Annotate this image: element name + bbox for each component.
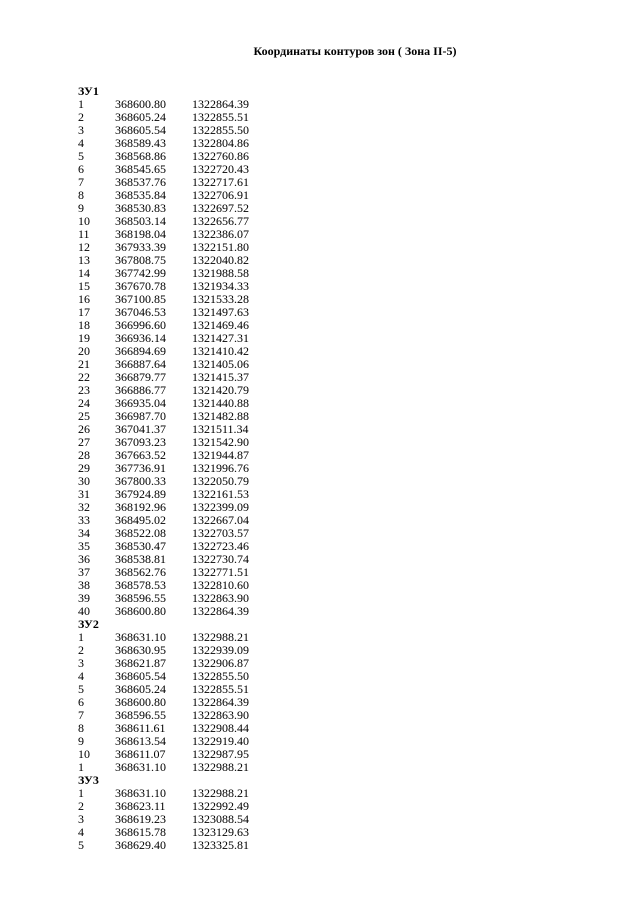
x-coordinate: 368605.54 (115, 669, 166, 683)
y-coordinate: 1321482.88 (192, 409, 249, 423)
point-number: 35 (78, 539, 90, 553)
y-coordinate: 1322988.21 (192, 760, 249, 774)
coordinates-list (78, 84, 249, 852)
x-coordinate: 366886.77 (115, 383, 166, 397)
point-number: 9 (78, 734, 84, 748)
y-coordinate: 1322703.57 (192, 526, 249, 540)
x-coordinate: 368605.24 (115, 110, 166, 124)
x-coordinate: 368611.61 (115, 721, 166, 735)
point-number: 3 (78, 123, 84, 137)
x-coordinate: 368600.80 (115, 97, 166, 111)
x-coordinate: 368619.23 (115, 812, 166, 826)
x-coordinate: 366894.69 (115, 344, 166, 358)
y-coordinate: 1322040.82 (192, 253, 249, 267)
y-coordinate: 1321440.88 (192, 396, 249, 410)
x-coordinate: 367093.23 (115, 435, 166, 449)
x-coordinate: 368495.02 (115, 513, 166, 527)
y-coordinate: 1322906.87 (192, 656, 249, 670)
zone-section (78, 773, 249, 852)
point-number: 3 (78, 656, 84, 670)
point-number: 10 (78, 747, 90, 761)
y-coordinate: 1322919.40 (192, 734, 249, 748)
y-coordinate: 1321427.31 (192, 331, 249, 345)
point-number: 29 (78, 461, 90, 475)
point-number: 26 (78, 422, 90, 436)
x-coordinate: 366996.60 (115, 318, 166, 332)
document-title: Координаты контуров зон ( Зона II-5) (253, 44, 457, 58)
zone-section (78, 617, 249, 774)
y-coordinate: 1322760.86 (192, 149, 249, 163)
x-coordinate: 368629.40 (115, 838, 166, 852)
y-coordinate: 1321469.46 (192, 318, 249, 332)
x-coordinate: 366887.64 (115, 357, 166, 371)
y-coordinate: 1322706.91 (192, 188, 249, 202)
point-number: 11 (78, 227, 90, 241)
point-number: 27 (78, 435, 90, 449)
x-coordinate: 367736.91 (115, 461, 166, 475)
point-number: 19 (78, 331, 90, 345)
y-coordinate: 1322161.53 (192, 487, 249, 501)
point-number: 1 (78, 630, 84, 644)
y-coordinate: 1323325.81 (192, 838, 249, 852)
y-coordinate: 1322855.51 (192, 110, 249, 124)
x-coordinate: 368630.95 (115, 643, 166, 657)
point-number: 2 (78, 110, 84, 124)
point-number: 3 (78, 812, 84, 826)
x-coordinate: 366987.70 (115, 409, 166, 423)
point-number: 12 (78, 240, 90, 254)
point-number: 1 (78, 786, 84, 800)
point-number: 2 (78, 799, 84, 813)
x-coordinate: 368631.10 (115, 786, 166, 800)
y-coordinate: 1323129.63 (192, 825, 249, 839)
y-coordinate: 1322864.39 (192, 604, 249, 618)
x-coordinate: 368631.10 (115, 630, 166, 644)
y-coordinate: 1321405.06 (192, 357, 249, 371)
point-number: 40 (78, 604, 90, 618)
point-number: 15 (78, 279, 90, 293)
x-coordinate: 368535.84 (115, 188, 166, 202)
x-coordinate: 368596.55 (115, 591, 166, 605)
point-number: 4 (78, 669, 84, 683)
point-number: 22 (78, 370, 90, 384)
y-coordinate: 1322804.86 (192, 136, 249, 150)
point-number: 8 (78, 721, 84, 735)
y-coordinate: 1322386.07 (192, 227, 249, 241)
point-number: 8 (78, 188, 84, 202)
y-coordinate: 1321415.37 (192, 370, 249, 384)
x-coordinate: 368568.86 (115, 149, 166, 163)
x-coordinate: 368578.53 (115, 578, 166, 592)
x-coordinate: 368530.47 (115, 539, 166, 553)
x-coordinate: 368537.76 (115, 175, 166, 189)
y-coordinate: 1323088.54 (192, 812, 249, 826)
point-number: 36 (78, 552, 90, 566)
zone-header: ЗУ2 (78, 617, 99, 631)
coordinate-row (78, 760, 249, 774)
point-number: 2 (78, 643, 84, 657)
x-coordinate: 368530.83 (115, 201, 166, 215)
x-coordinate: 368198.04 (115, 227, 166, 241)
x-coordinate: 368596.55 (115, 708, 166, 722)
y-coordinate: 1322050.79 (192, 474, 249, 488)
x-coordinate: 368589.43 (115, 136, 166, 150)
y-coordinate: 1322863.90 (192, 708, 249, 722)
y-coordinate: 1321944.87 (192, 448, 249, 462)
point-number: 6 (78, 162, 84, 176)
y-coordinate: 1322987.95 (192, 747, 249, 761)
point-number: 5 (78, 149, 84, 163)
point-number: 9 (78, 201, 84, 215)
y-coordinate: 1322810.60 (192, 578, 249, 592)
y-coordinate: 1322855.50 (192, 123, 249, 137)
point-number: 14 (78, 266, 90, 280)
point-number: 13 (78, 253, 90, 267)
x-coordinate: 368503.14 (115, 214, 166, 228)
x-coordinate: 368605.54 (115, 123, 166, 137)
x-coordinate: 368611.07 (115, 747, 166, 761)
zone-header: ЗУ3 (78, 773, 99, 787)
y-coordinate: 1321542.90 (192, 435, 249, 449)
point-number: 21 (78, 357, 90, 371)
y-coordinate: 1322864.39 (192, 695, 249, 709)
point-number: 33 (78, 513, 90, 527)
y-coordinate: 1322863.90 (192, 591, 249, 605)
y-coordinate: 1322908.44 (192, 721, 249, 735)
x-coordinate: 368605.24 (115, 682, 166, 696)
y-coordinate: 1322151.80 (192, 240, 249, 254)
x-coordinate: 366879.77 (115, 370, 166, 384)
y-coordinate: 1322723.46 (192, 539, 249, 553)
point-number: 38 (78, 578, 90, 592)
y-coordinate: 1321533.28 (192, 292, 249, 306)
point-number: 24 (78, 396, 90, 410)
x-coordinate: 367800.33 (115, 474, 166, 488)
x-coordinate: 366935.04 (115, 396, 166, 410)
point-number: 23 (78, 383, 90, 397)
point-number: 39 (78, 591, 90, 605)
y-coordinate: 1322988.21 (192, 630, 249, 644)
y-coordinate: 1322697.52 (192, 201, 249, 215)
point-number: 4 (78, 825, 84, 839)
point-number: 1 (78, 97, 84, 111)
y-coordinate: 1321934.33 (192, 279, 249, 293)
x-coordinate: 368192.96 (115, 500, 166, 514)
x-coordinate: 368538.81 (115, 552, 166, 566)
point-number: 6 (78, 695, 84, 709)
point-number: 25 (78, 409, 90, 423)
point-number: 34 (78, 526, 90, 540)
y-coordinate: 1322864.39 (192, 97, 249, 111)
y-coordinate: 1322717.61 (192, 175, 249, 189)
y-coordinate: 1322667.04 (192, 513, 249, 527)
y-coordinate: 1322656.77 (192, 214, 249, 228)
x-coordinate: 366936.14 (115, 331, 166, 345)
point-number: 28 (78, 448, 90, 462)
point-number: 5 (78, 682, 84, 696)
point-number: 20 (78, 344, 90, 358)
x-coordinate: 367670.78 (115, 279, 166, 293)
point-number: 1 (78, 760, 84, 774)
zone-header: ЗУ1 (78, 84, 99, 98)
y-coordinate: 1322771.51 (192, 565, 249, 579)
y-coordinate: 1322730.74 (192, 552, 249, 566)
coordinate-row (78, 604, 249, 618)
x-coordinate: 368623.11 (115, 799, 166, 813)
y-coordinate: 1321996.76 (192, 461, 249, 475)
y-coordinate: 1321420.79 (192, 383, 249, 397)
x-coordinate: 367046.53 (115, 305, 166, 319)
x-coordinate: 368562.76 (115, 565, 166, 579)
y-coordinate: 1322939.09 (192, 643, 249, 657)
y-coordinate: 1322988.21 (192, 786, 249, 800)
y-coordinate: 1321410.42 (192, 344, 249, 358)
point-number: 5 (78, 838, 84, 852)
x-coordinate: 368545.65 (115, 162, 166, 176)
x-coordinate: 368600.80 (115, 695, 166, 709)
y-coordinate: 1321511.34 (192, 422, 249, 436)
x-coordinate: 368522.08 (115, 526, 166, 540)
x-coordinate: 367100.85 (115, 292, 166, 306)
point-number: 16 (78, 292, 90, 306)
x-coordinate: 368615.78 (115, 825, 166, 839)
point-number: 10 (78, 214, 90, 228)
x-coordinate: 368631.10 (115, 760, 166, 774)
point-number: 32 (78, 500, 90, 514)
y-coordinate: 1322720.43 (192, 162, 249, 176)
y-coordinate: 1321988.58 (192, 266, 249, 280)
y-coordinate: 1321497.63 (192, 305, 249, 319)
point-number: 7 (78, 175, 84, 189)
x-coordinate: 367933.39 (115, 240, 166, 254)
x-coordinate: 367924.89 (115, 487, 166, 501)
x-coordinate: 368621.87 (115, 656, 166, 670)
x-coordinate: 367808.75 (115, 253, 166, 267)
point-number: 18 (78, 318, 90, 332)
point-number: 17 (78, 305, 90, 319)
y-coordinate: 1322992.49 (192, 799, 249, 813)
x-coordinate: 368600.80 (115, 604, 166, 618)
x-coordinate: 367663.52 (115, 448, 166, 462)
point-number: 30 (78, 474, 90, 488)
x-coordinate: 368613.54 (115, 734, 166, 748)
y-coordinate: 1322855.51 (192, 682, 249, 696)
x-coordinate: 367742.99 (115, 266, 166, 280)
point-number: 7 (78, 708, 84, 722)
y-coordinate: 1322855.50 (192, 669, 249, 683)
coordinate-row (78, 838, 249, 852)
point-number: 37 (78, 565, 90, 579)
point-number: 4 (78, 136, 84, 150)
zone-section (78, 84, 249, 618)
point-number: 31 (78, 487, 90, 501)
y-coordinate: 1322399.09 (192, 500, 249, 514)
x-coordinate: 367041.37 (115, 422, 166, 436)
